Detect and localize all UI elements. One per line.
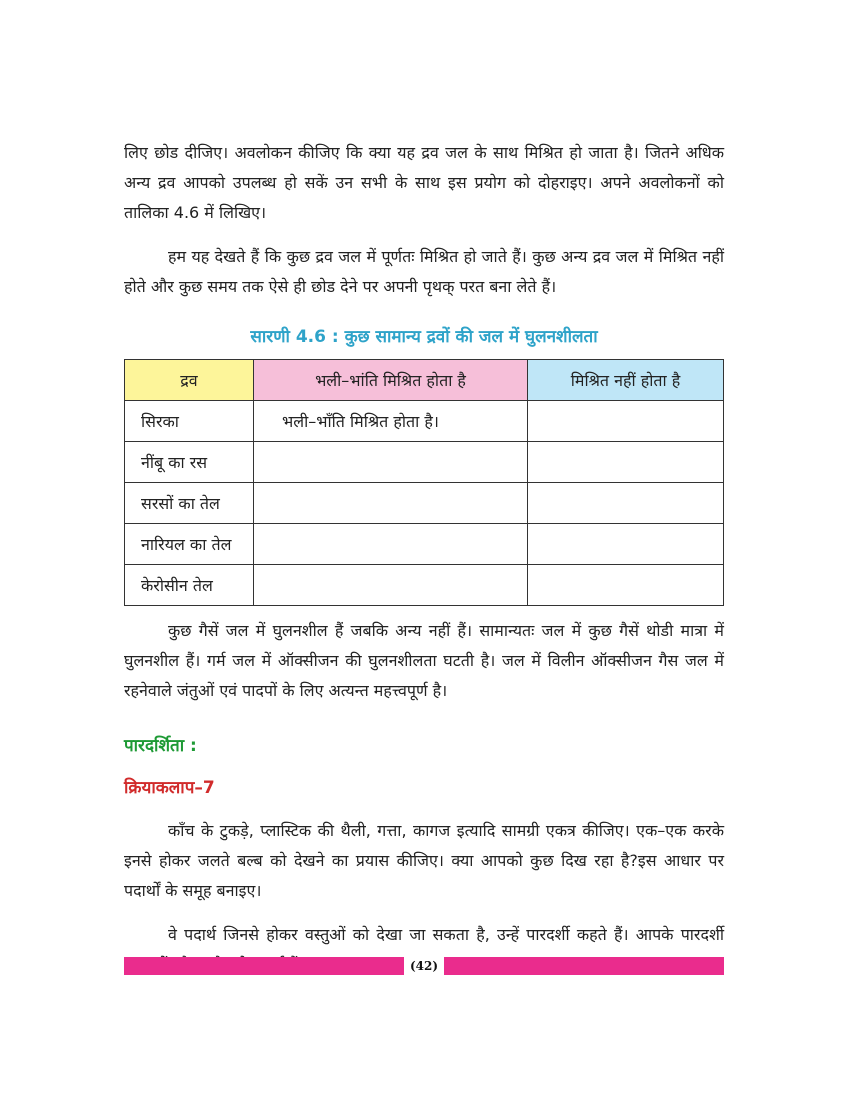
cell-does-not-mix	[528, 565, 724, 606]
table-row	[125, 524, 724, 565]
table-row	[125, 483, 724, 524]
cell-liquid: सिरका	[125, 401, 254, 442]
paragraph-3: कुछ गैसें जल में घुलनशील हैं जबकि अन्य नहीं हैं। सामान्यतः जल में कुछ गैसें थोडी मात्रा में घुलनशील हैं। गर्म जल में ऑक्सीजन की घुलनशीलता घटती है। जल में विलीन ऑक्सीजन गैस जल में रहनेवाले जंतुओं एवं पादपों के लिए अत्यन्त महत्त्वपूर्ण है।	[124, 621, 724, 700]
header-does-not-mix: मिश्रित नहीं होता है	[528, 360, 724, 401]
cell-liquid: सरसों का तेल	[125, 483, 254, 524]
cell-mixes-well: भली–भाँति मिश्रित होता है।	[254, 401, 528, 442]
paragraph-2: हम यह देखते हैं कि कुछ द्रव जल में पूर्णतः मिश्रित हो जाते हैं। कुछ अन्य द्रव जल में मिश्रित नहीं होते और कुछ समय तक ऐसे ही छोड देने पर अपनी पृथक् परत बना लेते हैं।	[124, 247, 724, 296]
cell-mixes-well	[254, 483, 528, 524]
cell-liquid: केरोसीन तेल	[125, 565, 254, 606]
footer-bar-right	[444, 957, 724, 975]
header-liquid: द्रव	[125, 360, 254, 401]
activity-heading: क्रियाकलाप–7	[124, 778, 215, 798]
footer-bar-left	[124, 957, 404, 975]
page-number: (42)	[409, 959, 439, 973]
table-row	[125, 565, 724, 606]
cell-liquid: नारियल का तेल	[125, 524, 254, 565]
cell-mixes-well	[254, 524, 528, 565]
section-heading: पारदर्शिता :	[124, 736, 197, 756]
header-mixes-well: भली–भांति मिश्रित होता है	[254, 360, 528, 401]
cell-does-not-mix	[528, 483, 724, 524]
paragraph-1: लिए छोड दीजिए। अवलोकन कीजिए कि क्या यह द्रव जल के साथ मिश्रित हो जाता है। जितने अधिक अन्य द्रव आपको उपलब्ध हो सकें उन सभी के साथ इस प्रयोग को दोहराइए। अपने अवलोकनों को तालिका 4.6 में लिखिए।	[124, 143, 724, 222]
table-title: सारणी 4.6 : कुछ सामान्य द्रवों की जल में घुलनशीलता	[250, 327, 598, 347]
cell-does-not-mix	[528, 401, 724, 442]
cell-mixes-well	[254, 442, 528, 483]
cell-liquid: नींबू का रस	[125, 442, 254, 483]
cell-does-not-mix	[528, 524, 724, 565]
paragraph-5: वे पदार्थ जिनसे होकर वस्तुओं को देखा जा सकता है, उन्हें पारदर्शी कहते हैं। आपके पारदर्शी	[168, 925, 724, 944]
solubility-table	[124, 359, 724, 606]
page-footer	[124, 957, 724, 975]
table-header-row	[125, 360, 724, 401]
table-row	[125, 442, 724, 483]
table-row	[125, 401, 724, 442]
paragraph-4: काँच के टुकड़े, प्लास्टिक की थैली, गत्ता, कागज इत्यादि सामग्री एकत्र कीजिए। एक–एक करके इनसे होकर जलते बल्ब को देखने का प्रयास कीजिए। क्या आपको कुछ दिख रहा है?इस आधार पर पदार्थों के समूह बनाइए।	[124, 821, 724, 900]
cell-mixes-well	[254, 565, 528, 606]
cell-does-not-mix	[528, 442, 724, 483]
page-content	[124, 138, 724, 980]
